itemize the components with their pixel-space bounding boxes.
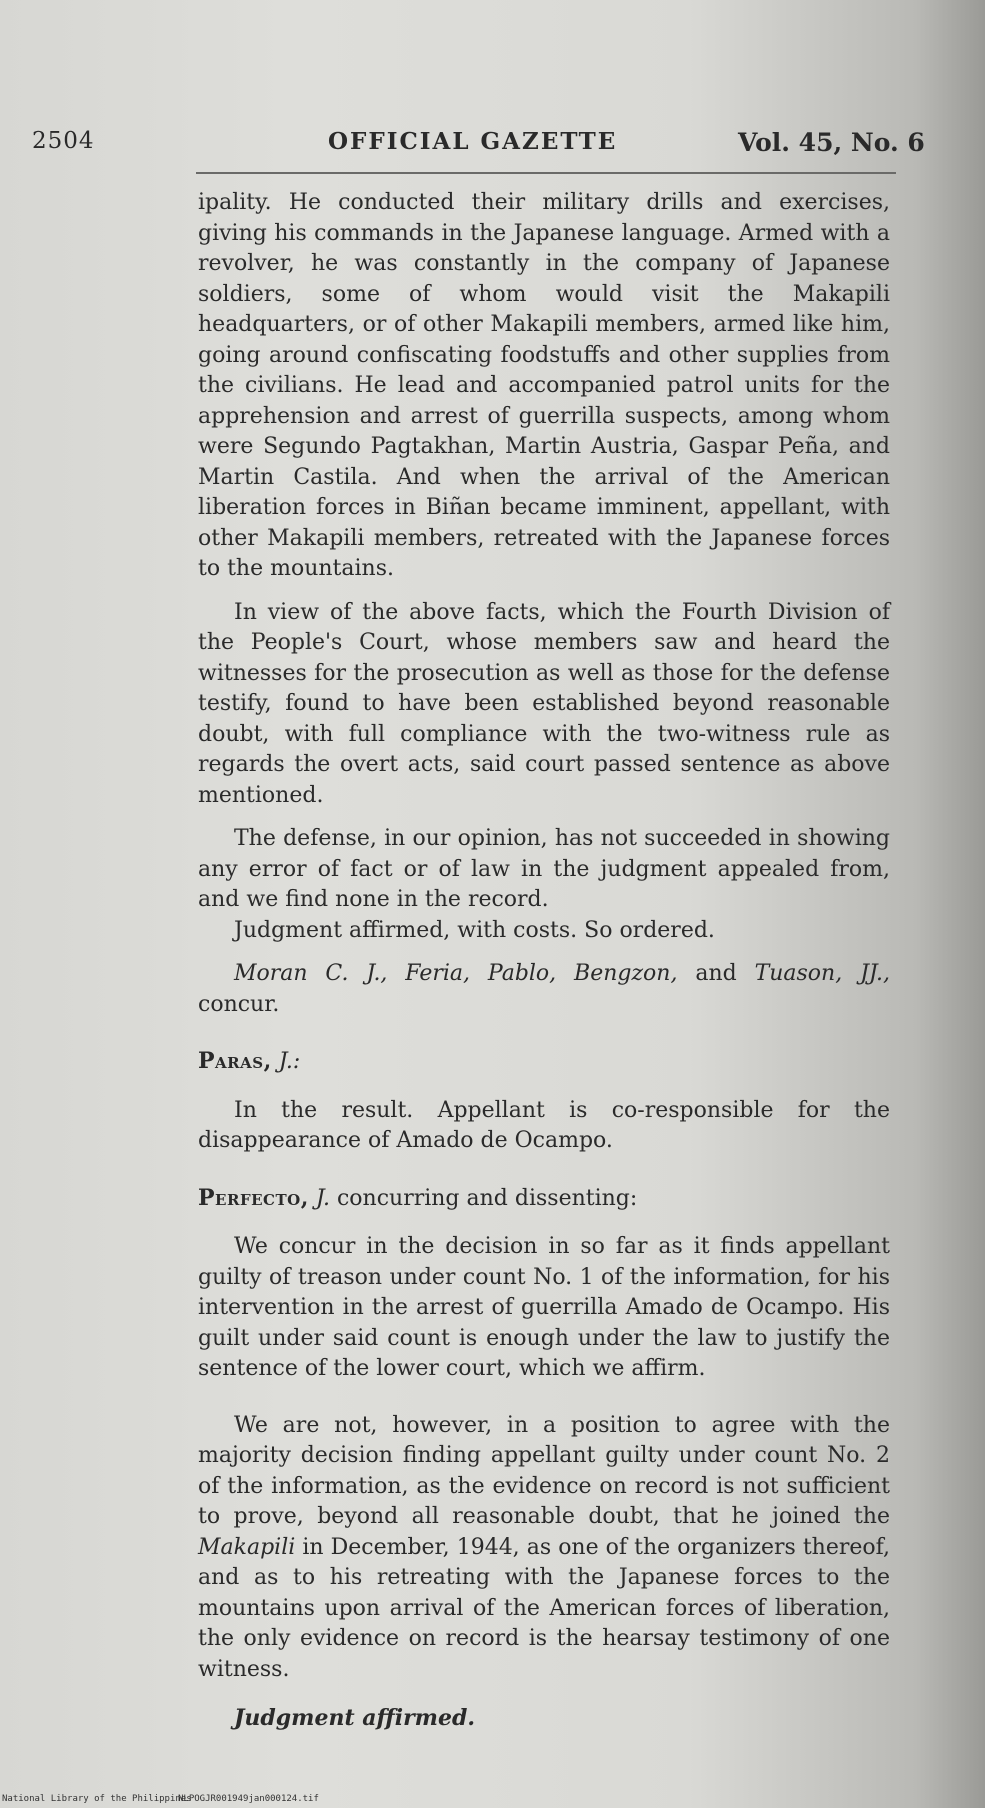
- dissent-makapili: Makapili: [198, 1534, 296, 1560]
- heading-perfecto-suffix: J.: [308, 1185, 330, 1211]
- page-number: 2504: [32, 128, 95, 154]
- page-header: [0, 128, 985, 168]
- heading-perfecto-rest: concurring and dissenting:: [329, 1185, 638, 1211]
- scan-footer: [2, 1794, 402, 1806]
- paragraph-judgment-affirmed: Judgment affirmed.: [234, 1705, 475, 1731]
- paragraph-paras-opinion: In the result. Appellant is co-responsible for the disappearance of Amado de Ocampo.: [198, 1097, 890, 1153]
- heading-paras-name: Paras,: [198, 1048, 272, 1074]
- justices-last: Tuason, JJ.,: [754, 961, 890, 986]
- justices-names: Moran C. J., Feria, Pablo, Bengzon,: [234, 961, 678, 986]
- paragraph-defense: The defense, in our opinion, has not succeeded in showing any error of fact or of law in the judgment appealed from, and we find none in the record.: [198, 826, 890, 912]
- paragraph-view-of-facts: In view of the above facts, which the Fourth Division of the People's Court, whose members saw and heard the witnesses for the prosecution as well as those for the defense testify, found to have been established beyond reasonable doubt, with full compliance with the two-witness rule as regards the overt acts, said court passed sentence as above mentioned.: [198, 599, 890, 808]
- heading-paras-suffix: J.:: [271, 1049, 301, 1074]
- heading-perfecto-name: Perfecto,: [198, 1184, 309, 1211]
- decision-text: [198, 188, 890, 1734]
- justices-concur: concur.: [198, 991, 280, 1017]
- paragraph-perfecto-dissent: [198, 1411, 890, 1686]
- paragraph-judgment: Judgment affirmed, with costs. So ordered.: [234, 917, 715, 943]
- volume-number: Vol. 45, No. 6: [738, 128, 925, 157]
- heading-perfecto: [198, 1183, 890, 1215]
- heading-paras: [198, 1046, 890, 1078]
- dissent-after: in December, 1944, as one of the organizers thereof, and as to his retreating with the Japanese forces to the mountains upon arrival of the American forces of liberation, the only evidence on record is the hearsay testimony of one witness.: [198, 1534, 890, 1682]
- justices-and: and: [677, 961, 755, 986]
- header-rule: [196, 172, 896, 174]
- paragraph-facts: ipality. He conducted their military drills and exercises, giving his commands in the Japanese language. Armed with a revolver, he was constantly in the company of Japanese soldiers, some of whom would visit the Makapili headquarters, or of other Makapili members, armed like him, going around confiscating foodstuffs and other supplies from the civilians. He lead and accompanied patrol units for the apprehension and arrest of guerrilla suspects, among whom were Segundo Pagtakhan, Martin Austria, Gaspar Peña, and Martin Castila. And when the arrival of the American liberation forces in Biñan became imminent, appellant, with other Makapili members, retreated with the Japanese forces to the mountains.: [198, 190, 890, 581]
- paragraph-perfecto-concur: We concur in the decision in so far as it finds appellant guilty of treason under count No. 1 of the information, for his intervention in the arrest of guerrilla Amado de Ocampo. His guilt under said count is enough under the law to justify the sentence of the lower court, which we affirm.: [198, 1234, 890, 1381]
- paragraph-concurring-justices: [198, 959, 890, 1020]
- footer-filename: NLPOGJR001949jan000124.tif: [178, 1794, 319, 1804]
- dissent-before: We are not, however, in a position to agree with the majority decision finding appellant guilty under count No. 2 of the information, as the evidence on record is not sufficient to prove, beyond all reasonable doubt, that he joined the: [198, 1412, 890, 1529]
- running-title: OFFICIAL GAZETTE: [328, 128, 618, 155]
- footer-library: National Library of the Philippines: [2, 1794, 192, 1804]
